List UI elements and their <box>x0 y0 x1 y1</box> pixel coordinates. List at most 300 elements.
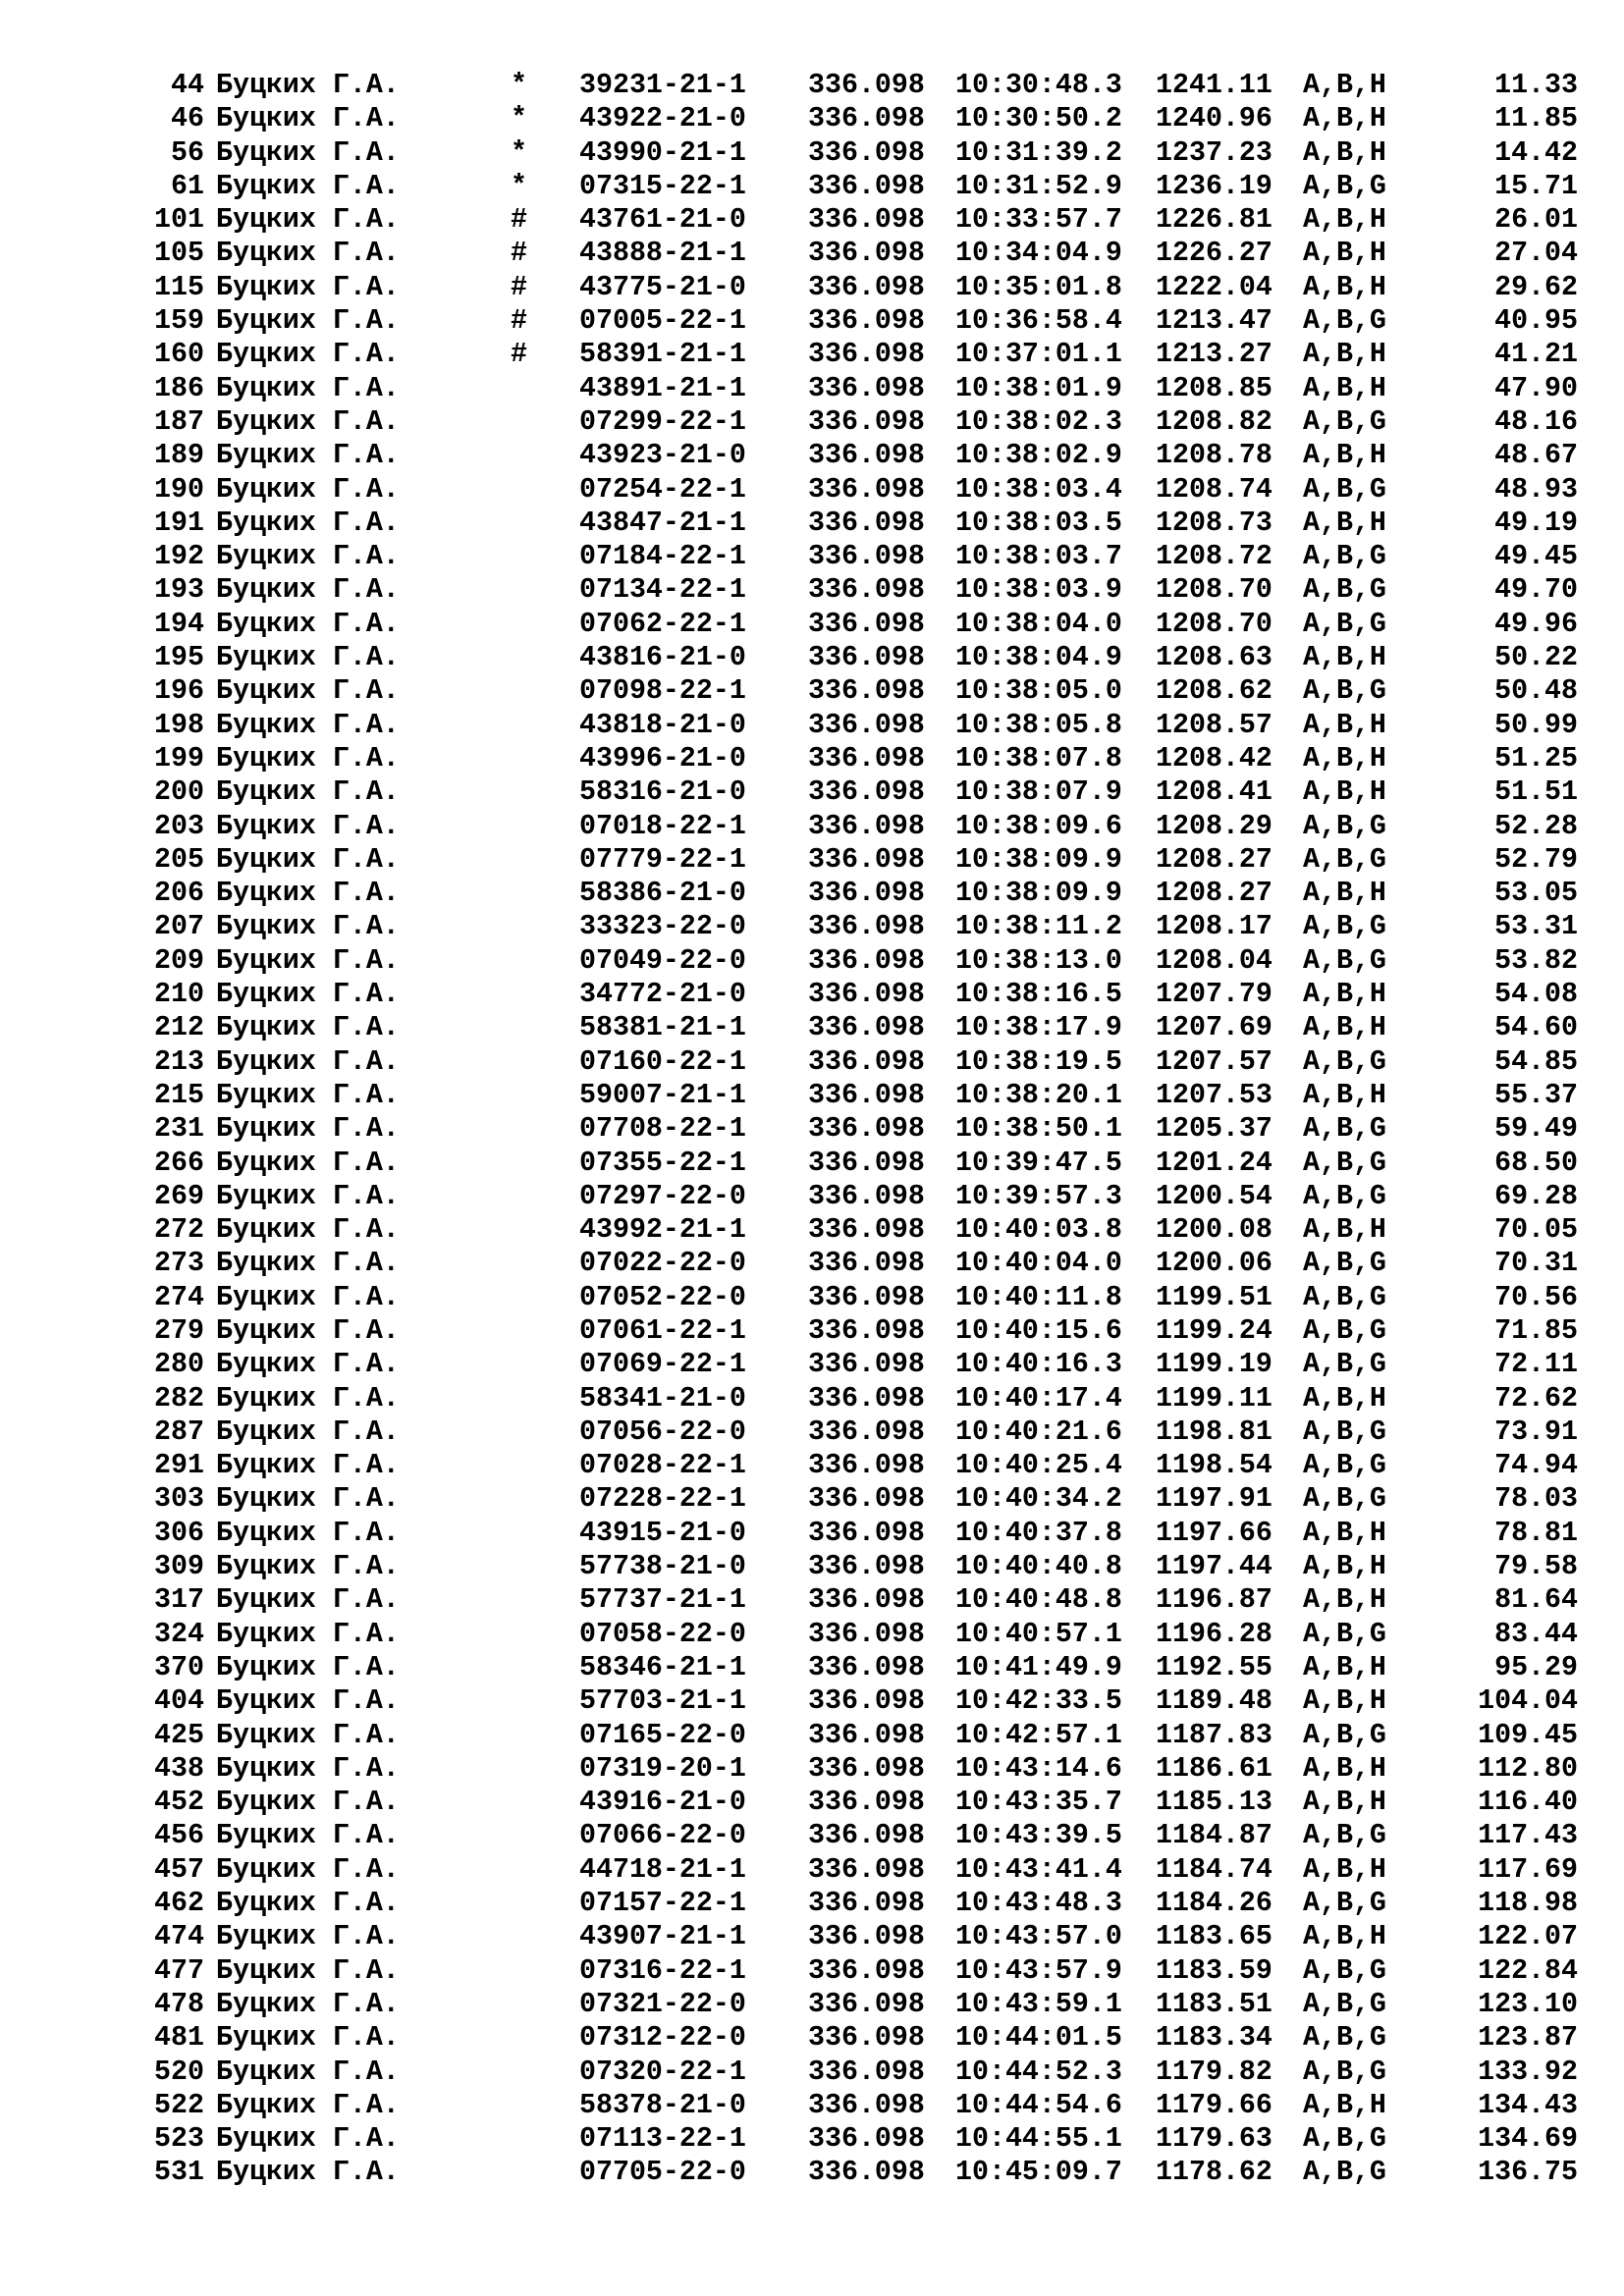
distance-value: 336.098 <box>808 1921 925 1953</box>
arrival-time: 10:44:54.6 <box>955 2089 1122 2121</box>
group-codes: A,B,G <box>1303 1483 1386 1516</box>
ring-number: 07165-22-0 <box>579 1719 746 1751</box>
speed-value: 1205.37 <box>1156 1113 1272 1146</box>
arrival-time: 10:40:21.6 <box>955 1415 1122 1448</box>
distance-value: 336.098 <box>808 1147 925 1179</box>
place-number: 205 <box>154 843 204 876</box>
score-value: 83.44 <box>1494 1618 1578 1650</box>
distance-value: 336.098 <box>808 1415 925 1448</box>
arrival-time: 10:38:17.9 <box>955 1012 1122 1044</box>
score-value: 122.84 <box>1478 1954 1578 1987</box>
group-codes: A,B,G <box>1303 1719 1386 1751</box>
group-codes: A,B,H <box>1303 1382 1386 1415</box>
table-row <box>137 507 1578 540</box>
arrival-time: 10:40:25.4 <box>955 1450 1122 1482</box>
group-codes: A,B,H <box>1303 372 1386 404</box>
score-value: 123.87 <box>1478 2022 1578 2055</box>
speed-value: 1179.82 <box>1156 2056 1272 2088</box>
group-codes: A,B,H <box>1303 1685 1386 1718</box>
speed-value: 1183.65 <box>1156 1921 1272 1953</box>
marker-symbol: * <box>511 70 527 101</box>
table-row <box>137 1550 1578 1583</box>
group-codes: A,B,H <box>1303 709 1386 741</box>
speed-value: 1200.06 <box>1156 1248 1272 1280</box>
score-value: 29.62 <box>1494 271 1578 303</box>
group-codes: A,B,H <box>1303 1921 1386 1953</box>
arrival-time: 10:35:01.8 <box>955 271 1122 303</box>
table-row <box>137 1954 1578 1988</box>
distance-value: 336.098 <box>808 1079 925 1111</box>
arrival-time: 10:40:16.3 <box>955 1349 1122 1381</box>
score-value: 122.07 <box>1478 1921 1578 1953</box>
score-value: 134.69 <box>1478 2123 1578 2156</box>
place-number: 195 <box>154 642 204 674</box>
place-number: 192 <box>154 541 204 573</box>
distance-value: 336.098 <box>808 473 925 506</box>
fancier-name: Буцких Г.А. <box>216 1921 400 1953</box>
group-codes: A,B,G <box>1303 1113 1386 1146</box>
place-number: 160 <box>154 339 204 371</box>
table-row <box>137 1045 1578 1079</box>
score-value: 54.85 <box>1494 1045 1578 1078</box>
table-row <box>137 102 1578 135</box>
score-value: 73.91 <box>1494 1415 1578 1448</box>
place-number: 213 <box>154 1045 204 1078</box>
arrival-time: 10:39:47.5 <box>955 1147 1122 1179</box>
fancier-name: Буцких Г.А. <box>216 2022 400 2055</box>
fancier-name: Буцких Г.А. <box>216 204 400 237</box>
ring-number: 57737-21-1 <box>579 1584 746 1617</box>
table-row <box>137 2056 1578 2089</box>
table-row <box>137 775 1578 809</box>
ring-number: 44718-21-1 <box>579 1853 746 1886</box>
speed-value: 1192.55 <box>1156 1651 1272 1683</box>
fancier-name: Буцких Г.А. <box>216 1888 400 1920</box>
score-value: 53.31 <box>1494 911 1578 943</box>
table-row <box>137 69 1578 102</box>
arrival-time: 10:38:20.1 <box>955 1079 1122 1111</box>
speed-value: 1189.48 <box>1156 1685 1272 1718</box>
distance-value: 336.098 <box>808 271 925 303</box>
arrival-time: 10:38:19.5 <box>955 1045 1122 1078</box>
ring-number: 07018-22-1 <box>579 810 746 842</box>
arrival-time: 10:43:14.6 <box>955 1752 1122 1785</box>
arrival-time: 10:40:40.8 <box>955 1551 1122 1583</box>
fancier-name: Буцких Г.А. <box>216 608 400 640</box>
group-codes: A,B,H <box>1303 1651 1386 1683</box>
ring-number: 43761-21-0 <box>579 204 746 237</box>
speed-value: 1183.51 <box>1156 1988 1272 2020</box>
arrival-time: 10:38:50.1 <box>955 1113 1122 1146</box>
ring-number: 07355-22-1 <box>579 1147 746 1179</box>
score-value: 59.49 <box>1494 1113 1578 1146</box>
distance-value: 336.098 <box>808 1314 925 1347</box>
table-row <box>137 338 1578 371</box>
score-value: 49.70 <box>1494 574 1578 607</box>
arrival-time: 10:44:55.1 <box>955 2123 1122 2156</box>
ring-number: 43922-21-0 <box>579 103 746 135</box>
arrival-time: 10:38:02.3 <box>955 405 1122 438</box>
speed-value: 1208.70 <box>1156 574 1272 607</box>
fancier-name: Буцких Г.А. <box>216 742 400 774</box>
place-number: 56 <box>171 136 204 169</box>
speed-value: 1208.29 <box>1156 810 1272 842</box>
score-value: 133.92 <box>1478 2056 1578 2088</box>
speed-value: 1207.79 <box>1156 979 1272 1011</box>
table-row <box>137 1819 1578 1852</box>
table-row <box>137 271 1578 304</box>
fancier-name: Буцких Г.А. <box>216 103 400 135</box>
group-codes: A,B,H <box>1303 1079 1386 1111</box>
ring-number: 07062-22-1 <box>579 608 746 640</box>
score-value: 14.42 <box>1494 136 1578 169</box>
score-value: 109.45 <box>1478 1719 1578 1751</box>
table-row <box>137 1517 1578 1550</box>
score-value: 26.01 <box>1494 204 1578 237</box>
place-number: 370 <box>154 1651 204 1683</box>
table-row <box>137 203 1578 237</box>
distance-value: 336.098 <box>808 405 925 438</box>
ring-number: 43916-21-0 <box>579 1787 746 1819</box>
place-number: 474 <box>154 1921 204 1953</box>
ring-number: 07297-22-0 <box>579 1180 746 1212</box>
table-row <box>137 1079 1578 1112</box>
table-row <box>137 608 1578 641</box>
speed-value: 1185.13 <box>1156 1787 1272 1819</box>
score-value: 49.19 <box>1494 507 1578 539</box>
place-number: 274 <box>154 1281 204 1313</box>
arrival-time: 10:38:16.5 <box>955 979 1122 1011</box>
group-codes: A,B,H <box>1303 878 1386 910</box>
place-number: 523 <box>154 2123 204 2156</box>
ring-number: 07056-22-0 <box>579 1415 746 1448</box>
arrival-time: 10:43:57.0 <box>955 1921 1122 1953</box>
distance-value: 336.098 <box>808 1045 925 1078</box>
place-number: 478 <box>154 1988 204 2020</box>
distance-value: 336.098 <box>808 372 925 404</box>
group-codes: A,B,H <box>1303 776 1386 809</box>
ring-number: 07134-22-1 <box>579 574 746 607</box>
distance-value: 336.098 <box>808 2089 925 2121</box>
place-number: 196 <box>154 675 204 708</box>
place-number: 199 <box>154 742 204 774</box>
table-row <box>137 1112 1578 1146</box>
fancier-name: Буцких Г.А. <box>216 1954 400 1987</box>
distance-value: 336.098 <box>808 1551 925 1583</box>
arrival-time: 10:38:09.9 <box>955 843 1122 876</box>
speed-value: 1213.47 <box>1156 305 1272 338</box>
arrival-time: 10:38:05.0 <box>955 675 1122 708</box>
group-codes: A,B,H <box>1303 1752 1386 1785</box>
score-value: 136.75 <box>1478 2157 1578 2189</box>
group-codes: A,B,G <box>1303 810 1386 842</box>
distance-value: 336.098 <box>808 1248 925 1280</box>
table-row <box>137 641 1578 674</box>
distance-value: 336.098 <box>808 1214 925 1247</box>
place-number: 291 <box>154 1450 204 1482</box>
place-number: 187 <box>154 405 204 438</box>
place-number: 457 <box>154 1853 204 1886</box>
ring-number: 07022-22-0 <box>579 1248 746 1280</box>
score-value: 52.79 <box>1494 843 1578 876</box>
speed-value: 1179.63 <box>1156 2123 1272 2156</box>
table-row <box>137 304 1578 338</box>
table-row <box>137 1382 1578 1415</box>
score-value: 79.58 <box>1494 1551 1578 1583</box>
speed-value: 1207.53 <box>1156 1079 1272 1111</box>
place-number: 115 <box>154 271 204 303</box>
group-codes: A,B,G <box>1303 2022 1386 2055</box>
table-row <box>137 1348 1578 1381</box>
ring-number: 07320-22-1 <box>579 2056 746 2088</box>
speed-value: 1200.08 <box>1156 1214 1272 1247</box>
speed-value: 1183.59 <box>1156 1954 1272 1987</box>
group-codes: A,B,G <box>1303 608 1386 640</box>
ring-number: 43907-21-1 <box>579 1921 746 1953</box>
place-number: 456 <box>154 1820 204 1852</box>
distance-value: 336.098 <box>808 238 925 270</box>
fancier-name: Буцких Г.А. <box>216 944 400 977</box>
ring-number: 07058-22-0 <box>579 1618 746 1650</box>
distance-value: 336.098 <box>808 2056 925 2088</box>
score-value: 11.85 <box>1494 103 1578 135</box>
fancier-name: Буцких Г.А. <box>216 440 400 472</box>
place-number: 425 <box>154 1719 204 1751</box>
table-row <box>137 944 1578 978</box>
distance-value: 336.098 <box>808 2123 925 2156</box>
group-codes: A,B,G <box>1303 2123 1386 2156</box>
ring-number: 07005-22-1 <box>579 305 746 338</box>
speed-value: 1199.24 <box>1156 1314 1272 1347</box>
arrival-time: 10:43:48.3 <box>955 1888 1122 1920</box>
speed-value: 1226.27 <box>1156 238 1272 270</box>
arrival-time: 10:38:05.8 <box>955 709 1122 741</box>
place-number: 303 <box>154 1483 204 1516</box>
speed-value: 1198.54 <box>1156 1450 1272 1482</box>
score-value: 78.81 <box>1494 1517 1578 1549</box>
fancier-name: Буцких Г.А. <box>216 1045 400 1078</box>
score-value: 116.40 <box>1478 1787 1578 1819</box>
speed-value: 1207.57 <box>1156 1045 1272 1078</box>
speed-value: 1200.54 <box>1156 1180 1272 1212</box>
distance-value: 336.098 <box>808 170 925 202</box>
score-value: 47.90 <box>1494 372 1578 404</box>
fancier-name: Буцких Г.А. <box>216 70 400 101</box>
arrival-time: 10:38:02.9 <box>955 440 1122 472</box>
fancier-name: Буцких Г.А. <box>216 1079 400 1111</box>
distance-value: 336.098 <box>808 843 925 876</box>
group-codes: A,B,H <box>1303 979 1386 1011</box>
ring-number: 07160-22-1 <box>579 1045 746 1078</box>
speed-value: 1208.42 <box>1156 742 1272 774</box>
score-value: 54.60 <box>1494 1012 1578 1044</box>
distance-value: 336.098 <box>808 878 925 910</box>
table-row <box>137 1213 1578 1247</box>
distance-value: 336.098 <box>808 541 925 573</box>
fancier-name: Буцких Г.А. <box>216 1214 400 1247</box>
arrival-time: 10:38:04.9 <box>955 642 1122 674</box>
fancier-name: Буцких Г.А. <box>216 1012 400 1044</box>
fancier-name: Буцких Г.А. <box>216 1651 400 1683</box>
distance-value: 336.098 <box>808 642 925 674</box>
distance-value: 336.098 <box>808 979 925 1011</box>
speed-value: 1208.82 <box>1156 405 1272 438</box>
arrival-time: 10:40:15.6 <box>955 1314 1122 1347</box>
fancier-name: Буцких Г.А. <box>216 843 400 876</box>
distance-value: 336.098 <box>808 1113 925 1146</box>
speed-value: 1208.78 <box>1156 440 1272 472</box>
arrival-time: 10:43:39.5 <box>955 1820 1122 1852</box>
fancier-name: Буцких Г.А. <box>216 1517 400 1549</box>
arrival-time: 10:39:57.3 <box>955 1180 1122 1212</box>
fancier-name: Буцких Г.А. <box>216 1483 400 1516</box>
speed-value: 1197.66 <box>1156 1517 1272 1549</box>
fancier-name: Буцких Г.А. <box>216 810 400 842</box>
score-value: 53.05 <box>1494 878 1578 910</box>
score-value: 81.64 <box>1494 1584 1578 1617</box>
speed-value: 1178.62 <box>1156 2157 1272 2189</box>
arrival-time: 10:38:11.2 <box>955 911 1122 943</box>
distance-value: 336.098 <box>808 810 925 842</box>
group-codes: A,B,H <box>1303 204 1386 237</box>
speed-value: 1184.87 <box>1156 1820 1272 1852</box>
ring-number: 07184-22-1 <box>579 541 746 573</box>
arrival-time: 10:42:57.1 <box>955 1719 1122 1751</box>
score-value: 117.43 <box>1478 1820 1578 1852</box>
arrival-time: 10:38:07.8 <box>955 742 1122 774</box>
arrival-time: 10:40:03.8 <box>955 1214 1122 1247</box>
distance-value: 336.098 <box>808 1012 925 1044</box>
place-number: 186 <box>154 372 204 404</box>
arrival-time: 10:41:49.9 <box>955 1651 1122 1683</box>
fancier-name: Буцких Г.А. <box>216 305 400 338</box>
group-codes: A,B,H <box>1303 507 1386 539</box>
arrival-time: 10:38:03.9 <box>955 574 1122 607</box>
table-row <box>137 1651 1578 1684</box>
speed-value: 1196.87 <box>1156 1584 1272 1617</box>
fancier-name: Буцких Г.А. <box>216 776 400 809</box>
table-row <box>137 2122 1578 2156</box>
marker-symbol: # <box>511 271 527 303</box>
score-value: 68.50 <box>1494 1147 1578 1179</box>
ring-number: 43775-21-0 <box>579 271 746 303</box>
distance-value: 336.098 <box>808 440 925 472</box>
score-value: 50.99 <box>1494 709 1578 741</box>
score-value: 118.98 <box>1478 1888 1578 1920</box>
fancier-name: Буцких Г.А. <box>216 2157 400 2189</box>
ring-number: 33323-22-0 <box>579 911 746 943</box>
marker-symbol: * <box>511 103 527 135</box>
speed-value: 1222.04 <box>1156 271 1272 303</box>
group-codes: A,B,H <box>1303 271 1386 303</box>
arrival-time: 10:38:13.0 <box>955 944 1122 977</box>
distance-value: 336.098 <box>808 709 925 741</box>
group-codes: A,B,H <box>1303 1584 1386 1617</box>
ring-number: 07049-22-0 <box>579 944 746 977</box>
speed-value: 1208.27 <box>1156 878 1272 910</box>
table-row <box>137 1314 1578 1348</box>
speed-value: 1201.24 <box>1156 1147 1272 1179</box>
score-value: 50.22 <box>1494 642 1578 674</box>
score-value: 53.82 <box>1494 944 1578 977</box>
distance-value: 336.098 <box>808 1618 925 1650</box>
score-value: 104.04 <box>1478 1685 1578 1718</box>
speed-value: 1237.23 <box>1156 136 1272 169</box>
ring-number: 58391-21-1 <box>579 339 746 371</box>
score-value: 70.56 <box>1494 1281 1578 1313</box>
place-number: 46 <box>171 103 204 135</box>
fancier-name: Буцких Г.А. <box>216 1281 400 1313</box>
speed-value: 1187.83 <box>1156 1719 1272 1751</box>
group-codes: A,B,G <box>1303 1281 1386 1313</box>
arrival-time: 10:43:57.9 <box>955 1954 1122 1987</box>
fancier-name: Буцких Г.А. <box>216 339 400 371</box>
speed-value: 1184.26 <box>1156 1888 1272 1920</box>
distance-value: 336.098 <box>808 1820 925 1852</box>
fancier-name: Буцких Г.А. <box>216 1248 400 1280</box>
ring-number: 43816-21-0 <box>579 642 746 674</box>
speed-value: 1208.17 <box>1156 911 1272 943</box>
speed-value: 1183.34 <box>1156 2022 1272 2055</box>
place-number: 159 <box>154 305 204 338</box>
arrival-time: 10:30:50.2 <box>955 103 1122 135</box>
group-codes: A,B,G <box>1303 574 1386 607</box>
fancier-name: Буцких Г.А. <box>216 1113 400 1146</box>
group-codes: A,B,G <box>1303 1888 1386 1920</box>
arrival-time: 10:30:48.3 <box>955 70 1122 101</box>
group-codes: A,B,G <box>1303 1618 1386 1650</box>
distance-value: 336.098 <box>808 1752 925 1785</box>
score-value: 49.45 <box>1494 541 1578 573</box>
ring-number: 07779-22-1 <box>579 843 746 876</box>
place-number: 44 <box>171 70 204 101</box>
table-row <box>137 1147 1578 1180</box>
group-codes: A,B,H <box>1303 2089 1386 2121</box>
ring-number: 07315-22-1 <box>579 170 746 202</box>
ring-number: 58346-21-1 <box>579 1651 746 1683</box>
score-value: 15.71 <box>1494 170 1578 202</box>
fancier-name: Буцких Г.А. <box>216 709 400 741</box>
place-number: 438 <box>154 1752 204 1785</box>
group-codes: A,B,G <box>1303 1988 1386 2020</box>
score-value: 48.67 <box>1494 440 1578 472</box>
fancier-name: Буцких Г.А. <box>216 574 400 607</box>
distance-value: 336.098 <box>808 1719 925 1751</box>
place-number: 61 <box>171 170 204 202</box>
fancier-name: Буцких Г.А. <box>216 1415 400 1448</box>
score-value: 55.37 <box>1494 1079 1578 1111</box>
distance-value: 336.098 <box>808 1954 925 1987</box>
place-number: 279 <box>154 1314 204 1347</box>
table-row <box>137 1281 1578 1314</box>
fancier-name: Буцких Г.А. <box>216 979 400 1011</box>
table-row <box>137 1482 1578 1516</box>
ring-number: 58341-21-0 <box>579 1382 746 1415</box>
place-number: 203 <box>154 810 204 842</box>
table-row <box>137 2089 1578 2122</box>
fancier-name: Буцких Г.А. <box>216 1180 400 1212</box>
score-value: 52.28 <box>1494 810 1578 842</box>
score-value: 40.95 <box>1494 305 1578 338</box>
group-codes: A,B,G <box>1303 1820 1386 1852</box>
ring-number: 07061-22-1 <box>579 1314 746 1347</box>
table-row <box>137 674 1578 708</box>
fancier-name: Буцких Г.А. <box>216 1349 400 1381</box>
ring-number: 43996-21-0 <box>579 742 746 774</box>
distance-value: 336.098 <box>808 1517 925 1549</box>
distance-value: 336.098 <box>808 675 925 708</box>
ring-number: 07312-22-0 <box>579 2022 746 2055</box>
